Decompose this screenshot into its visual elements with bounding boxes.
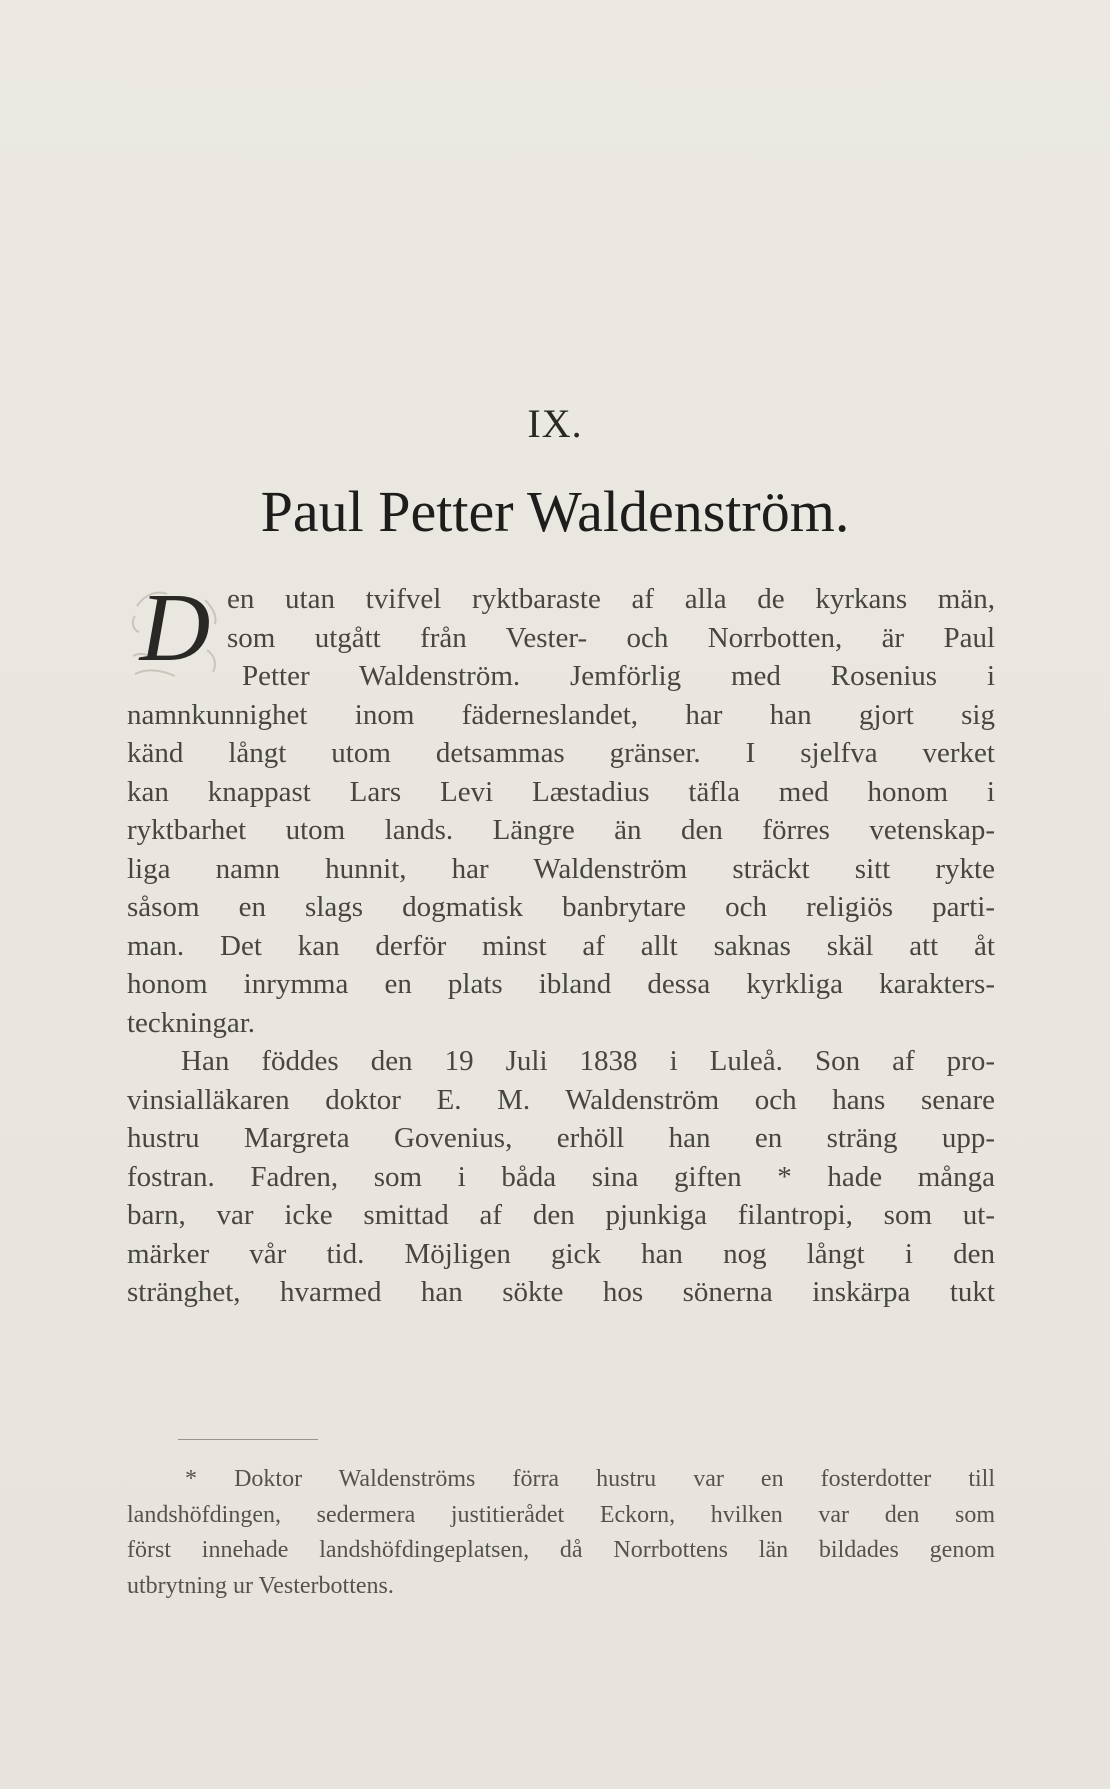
footnote-divider [178, 1439, 318, 1440]
text-line: teckningar. [127, 1006, 256, 1039]
text-line: fostran. Fadren, som i båda sina giften * hade många [127, 1160, 995, 1193]
text-line: honom inrymma en plats ibland dessa kyrkliga karakters- [127, 968, 995, 1000]
footnote [127, 1462, 995, 1604]
footnote-line: * Doktor Waldenströms förra hustru var en fosterdotter till [185, 1466, 995, 1492]
footnote-line: utbrytning ur Vesterbottens. [127, 1572, 394, 1599]
text-line: märker vår tid. Möjligen gick han nog långt i den [127, 1237, 995, 1270]
text-line: känd långt utom detsammas gränser. I sjelfva verket [127, 737, 995, 769]
footnote-line: landshöfdingen, sedermera justitierådet Eckorn, hvilken var den som [127, 1501, 995, 1528]
text-line: såsom en slags dogmatisk banbrytare och religiös parti- [127, 891, 995, 923]
text-line: hustru Margreta Govenius, erhöll han en sträng upp- [127, 1122, 995, 1154]
text-line: man. Det kan derför minst af allt saknas skäl att åt [127, 929, 995, 962]
text-line: kan knappast Lars Levi Læstadius täfla med honom i [127, 775, 995, 808]
text-line: som utgått från Vester- och Norrbotten, är Paul [227, 621, 995, 654]
text-line: namnkunnighet inom fäderneslandet, har han gjort sig [127, 698, 995, 731]
dropcap-letter: D [139, 574, 211, 682]
body-text [127, 574, 995, 1312]
ornamental-initial-icon [127, 572, 223, 682]
chapter-title: Paul Petter Waldenström. [260, 479, 850, 544]
footnote-line: först innehade landshöfdingeplatsen, då Norrbottens län bildades genom [127, 1537, 995, 1563]
chapter-number: IX. [527, 401, 583, 446]
text-line: liga namn hunnit, har Waldenström sträckt sitt rykte [127, 852, 995, 885]
text-line: en utan tvifvel ryktbaraste af alla de kyrkans män, [227, 583, 995, 615]
text-line: ryktbarhet utom lands. Längre än den förres vetenskap- [127, 814, 995, 846]
text-line: stränghet, hvarmed han sökte hos sönerna inskärpa tukt [127, 1276, 995, 1308]
text-line: barn, var icke smittad af den pjunkiga filantropi, som ut- [127, 1199, 995, 1231]
text-line: Han föddes den 19 Juli 1838 i Luleå. Son af pro- [181, 1045, 995, 1077]
text-line: vinsialläkaren doktor E. M. Waldenström och hans senare [127, 1083, 995, 1116]
text-line: Petter Waldenström. Jemförlig med Rosenius i [242, 660, 995, 692]
